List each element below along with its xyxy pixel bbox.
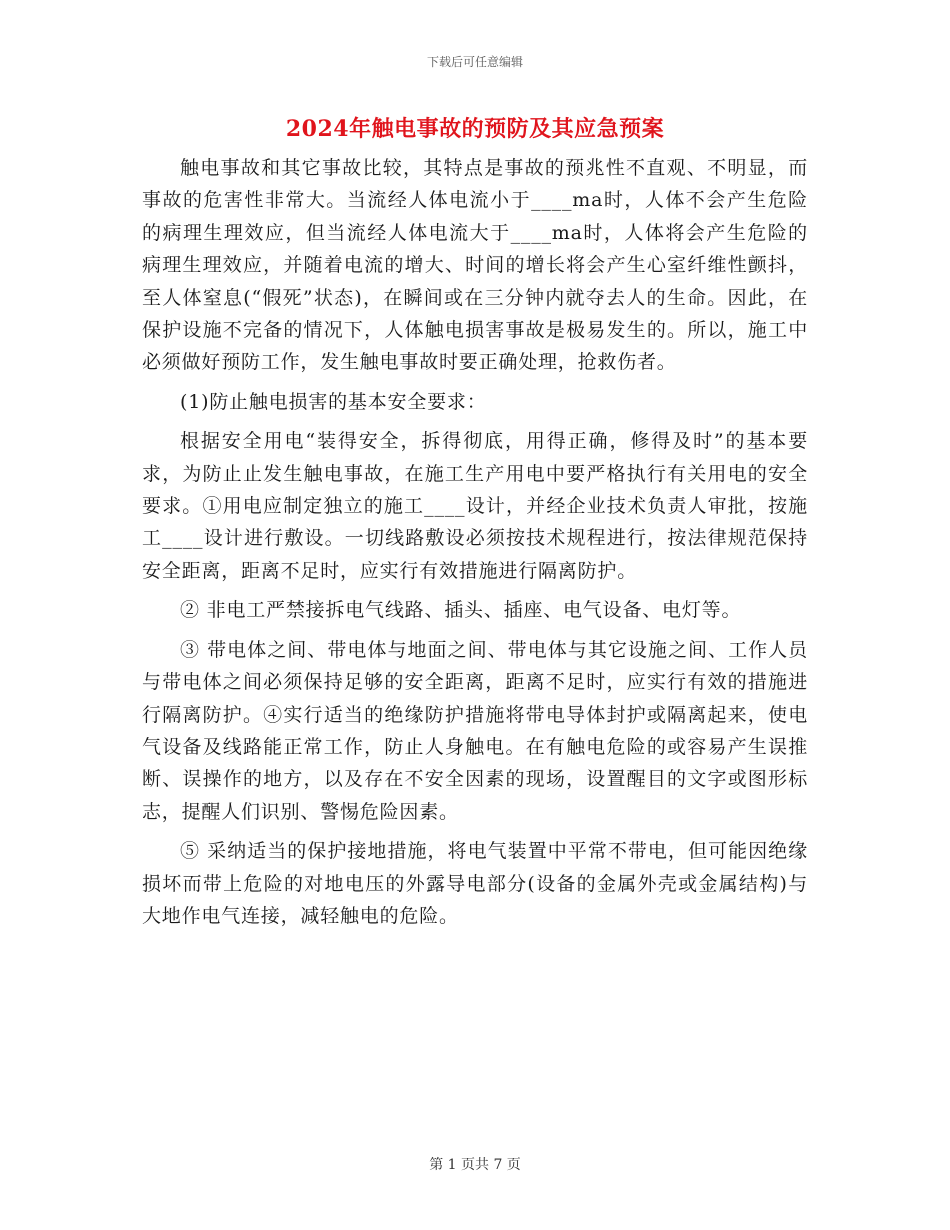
paragraph-section-heading: (1)防止触电损害的基本安全要求： <box>180 390 487 413</box>
page-number: 第 1 页共 7 页 <box>429 1157 521 1173</box>
document-title: 2024年触电事故的预防及其应急预案 <box>285 116 665 142</box>
page-header-note: 下载后可任意编辑 <box>426 55 523 69</box>
paragraph-item-3-4: ③ 带电体之间、带电体与地面之间、带电体与其它设施之间、工作人员与带电体之间必须保持足够的安全距离，距离不足时，应实行有效的措施进行隔离防护。④实行适当的绝缘防护措施将带电导体封护或隔离起来，使电气设备及线路能正常工作，防止人身触电。在有触电危险的或容易产生误推断、误操作的地方，以及存在不安全因素的现场，设置醒目的文字或图形标志，提醒人们识别、警惕危险因素。 <box>142 638 808 823</box>
paragraph-item-2: ② 非电工严禁接拆电气线路、插头、插座、电气设备、电灯等。 <box>180 599 742 622</box>
paragraph-basic-requirements: 根据安全用电“装得安全，拆得彻底，用得正确，修得及时”的基本要求，为防止止发生触电事故，在施工生产用电中要严格执行有关用电的安全要求。①用电应制定独立的施工____设计，并经企业技术负责人审批，按施工____设计进行敷设。一切线路敷设必须按技术规程进行，按法律规范保持安全距离，距离不足时，应实行有效措施进行隔离防护。 <box>142 430 808 582</box>
paragraph-intro: 触电事故和其它事故比较，其特点是事故的预兆性不直观、不明显，而事故的危害性非常大。当流经人体电流小于____ma时，人体不会产生危险的病理生理效应，但当流经人体电流大于____ma时，人体将会产生危险的病理生理效应，并随着电流的增大、时间的增长将会产生心室纤维性颤抖，至人体窒息(“假死”状态)，在瞬间或在三分钟内就夺去人的生命。因此，在保护设施不完备的情况下，人体触电损害事故是极易发生的。所以，施工中必须做好预防工作，发生触电事故时要正确处理，抢救伤者。 <box>142 157 808 374</box>
document-body <box>142 152 808 932</box>
paragraph-item-5: ⑤ 采纳适当的保护接地措施，将电气装置中平常不带电，但可能因绝缘损坏而带上危险的对地电压的外露导电部分(设备的金属外壳或金属结构)与大地作电气连接，减轻触电的危险。 <box>142 840 808 927</box>
